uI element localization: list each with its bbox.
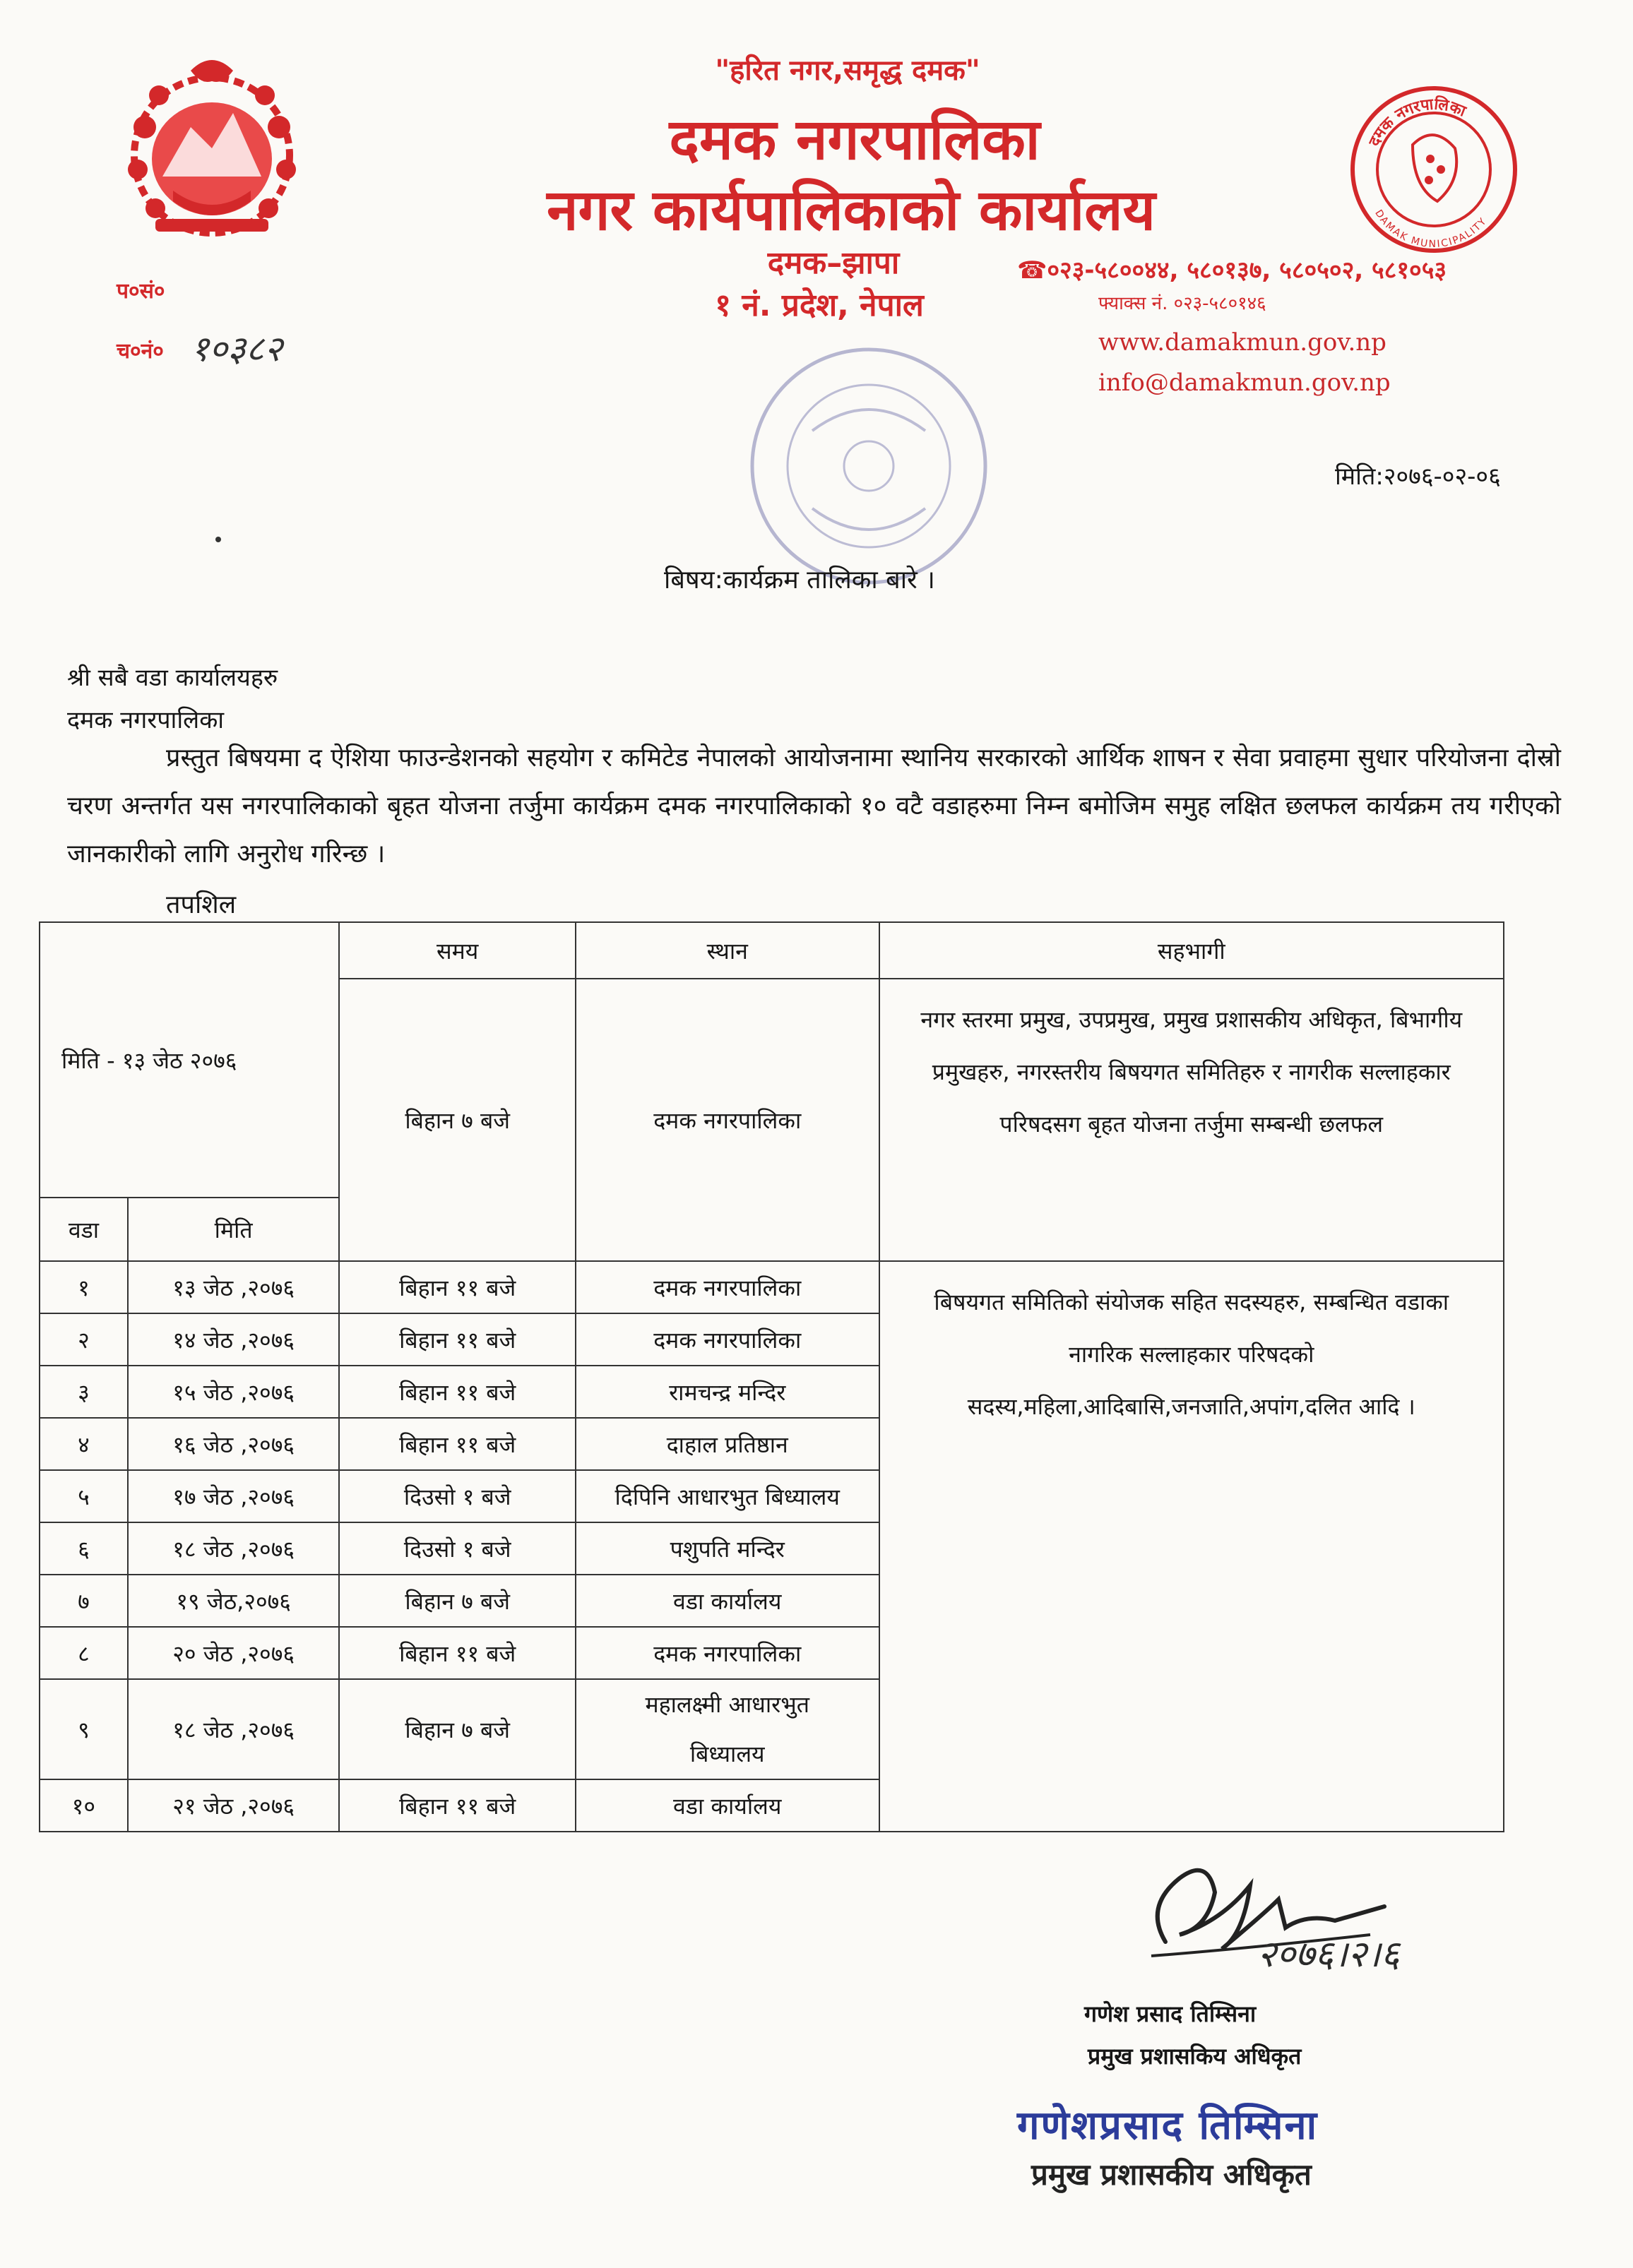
signature-date: २०७६।२।६ xyxy=(1257,1933,1400,1976)
header-time: समय xyxy=(339,922,575,979)
ward-time-cell: बिहान ११ बजे xyxy=(339,1313,575,1366)
ward-time-cell: बिहान ११ बजे xyxy=(339,1627,575,1679)
top-row-time: बिहान ७ बजे xyxy=(339,979,575,1261)
top-row-date-cell xyxy=(40,922,339,1198)
ward-ward-cell: ७ xyxy=(40,1575,128,1627)
ward-ward-cell: ८ xyxy=(40,1627,128,1679)
location-province: १ नं. प्रदेश, नेपाल xyxy=(715,287,924,323)
ward-time-cell: बिहान ११ बजे xyxy=(339,1418,575,1470)
ward-time-cell: बिहान ११ बजे xyxy=(339,1366,575,1418)
ward-date-cell: १९ जेठ,२०७६ xyxy=(128,1575,340,1627)
ward-place-cell: वडा कार्यालय xyxy=(576,1575,879,1627)
ward-ward-cell: १० xyxy=(40,1779,128,1832)
ward-ward-cell: २ xyxy=(40,1313,128,1366)
ward-ward-cell: १ xyxy=(40,1261,128,1313)
ward-time-cell: दिउसो १ बजे xyxy=(339,1522,575,1575)
letter-date: मिति:२०७६-०२-०६ xyxy=(1335,462,1501,491)
ward-time-cell: बिहान ११ बजे xyxy=(339,1779,575,1832)
designation-stamp: प्रमुख प्रशासकीय अधिकृत xyxy=(1031,2157,1312,2192)
ink-dot xyxy=(215,537,221,542)
email: info@damakmun.gov.np xyxy=(1098,369,1391,397)
name-stamp: गणेशप्रसाद तिम्सिना xyxy=(1017,2103,1319,2149)
ward-date-cell: १८ जेठ ,२०७६ xyxy=(128,1679,340,1779)
ward-place-cell: दमक नगरपालिका xyxy=(576,1627,879,1679)
municipality-seal xyxy=(1346,81,1522,258)
subheader-date: मिति xyxy=(128,1198,340,1261)
ward-time-cell: बिहान ७ बजे xyxy=(339,1679,575,1779)
ward-ward-cell: ६ xyxy=(40,1522,128,1575)
schedule-table xyxy=(39,921,1504,1832)
tapasil-label: तपशिल xyxy=(166,890,237,919)
ward-time-cell: बिहान ११ बजे xyxy=(339,1261,575,1313)
ward-place-cell: दमक नगरपालिका xyxy=(576,1261,879,1313)
ward-date-cell: १५ जेठ ,२०७६ xyxy=(128,1366,340,1418)
ward-date-cell: १७ जेठ ,२०७६ xyxy=(128,1470,340,1522)
recipient-line-2: दमक नगरपालिका xyxy=(67,706,225,734)
ward-date-cell: १८ जेठ ,२०७६ xyxy=(128,1522,340,1575)
ward-date-cell: २१ जेठ ,२०७६ xyxy=(128,1779,340,1832)
ward-ward-cell: ३ xyxy=(40,1366,128,1418)
chalani-number: १०३८२ xyxy=(191,328,283,369)
slogan: "हरित नगर,समृद्ध दमक" xyxy=(715,54,980,87)
chalani-label: च०नं० xyxy=(117,339,164,364)
table-row xyxy=(40,1261,1504,1313)
top-row-date: मिति - १३ जेठ २०७६ xyxy=(61,1046,237,1074)
signatory-designation: प्रमुख प्रशासकिय अधिकृत xyxy=(1088,2043,1302,2070)
office-sub: नगर कार्यपालिकाको कार्यालय xyxy=(547,177,1156,243)
ward-place-cell: दमक नगरपालिका xyxy=(576,1313,879,1366)
ward-date-cell: १६ जेठ ,२०७६ xyxy=(128,1418,340,1470)
top-row-participants: नगर स्तरमा प्रमुख, उपप्रमुख, प्रमुख प्रशासकीय अधिकृत, बिभागीय प्रमुखहरु, नगरस्तरीय बिषयगत समितिहरु र नागरीक सल्लाहकार परिषदसग बृहत योजना तर्जुमा सम्बन्धी छलफल xyxy=(879,979,1504,1261)
patra-sankhya-label: प०सं० xyxy=(117,279,165,304)
ward-place-cell: दिपिनि आधारभुत बिध्यालय xyxy=(576,1470,879,1522)
top-row-place: दमक नगरपालिका xyxy=(576,979,879,1261)
ward-place-cell: महालक्ष्मी आधारभुत बिध्यालय xyxy=(576,1679,879,1779)
header-participants: सहभागी xyxy=(879,922,1504,979)
ward-date-cell: १४ जेठ ,२०७६ xyxy=(128,1313,340,1366)
phone-numbers: ☎०२३-५८००४४, ५८०१३७, ५८०५०२, ५८१०५३ xyxy=(1017,256,1447,285)
ward-place-cell: वडा कार्यालय xyxy=(576,1779,879,1832)
ward-place-cell: दाहाल प्रतिष्ठान xyxy=(576,1418,879,1470)
ward-date-cell: १३ जेठ ,२०७६ xyxy=(128,1261,340,1313)
ward-ward-cell: ५ xyxy=(40,1470,128,1522)
letter-body: प्रस्तुत बिषयमा द ऐशिया फाउन्डेशनको सहयोग र कमिटेड नेपालको आयोजनामा स्थानिय सरकारको आर्थिक शाषन र सेवा प्रवाहमा सुधार परियोजना दोस्रो चरण अन्तर्गत यस नगरपालिकाको बृहत योजना तर्जुमा कार्यक्रम दमक नगरपालिकाको १० वटै वडाहरुमा निम्न बमोजिम समुह लक्षित छलफल कार्यक्रम तय गरीएको जानकारीको लागि अनुरोध गरिन्छ । xyxy=(67,744,1561,869)
subheader-ward: वडा xyxy=(40,1198,128,1261)
ward-time-cell: बिहान ७ बजे xyxy=(339,1575,575,1627)
right-seal-english: DAMAK MUNICIPALITY xyxy=(1372,208,1490,251)
ward-time-cell: दिउसो १ बजे xyxy=(339,1470,575,1522)
table-header-row xyxy=(40,922,1504,979)
svg-text:DAMAK MUNICIPALITY xyxy=(1372,208,1490,250)
recipient-line-1: श्री सबै वडा कार्यालयहरु xyxy=(67,664,278,692)
fax-number: फ्याक्स नं. ०२३-५८०१४६ xyxy=(1098,293,1266,314)
nepal-emblem-seal xyxy=(106,42,318,254)
ward-place-cell: पशुपति मन्दिर xyxy=(576,1522,879,1575)
letter-subject: बिषय:कार्यक्रम तालिका बारे । xyxy=(664,566,935,595)
ward-place-cell: रामचन्द्र मन्दिर xyxy=(576,1366,879,1418)
website: www.damakmun.gov.np xyxy=(1098,328,1386,357)
right-seal-nepali: दमक नगरपालिका xyxy=(1365,95,1468,150)
header-place: स्थान xyxy=(576,922,879,979)
ward-ward-cell: ९ xyxy=(40,1679,128,1779)
office-name: दमक नगरपालिका xyxy=(669,107,1040,172)
ward-ward-cell: ४ xyxy=(40,1418,128,1470)
ward-date-cell: २० जेठ ,२०७६ xyxy=(128,1627,340,1679)
ward-participants: बिषयगत समितिको संयोजक सहित सदस्यहरु, सम्बन्धित वडाका नागरिक सल्लाहकार परिषदको सदस्य,महिला,आदिबासि,जनजाति,अपांग,दलित आदि । xyxy=(879,1261,1504,1832)
signatory-name: गणेश प्रसाद तिम्सिना xyxy=(1084,2000,1257,2027)
location-district: दमक–झापा xyxy=(767,245,900,281)
